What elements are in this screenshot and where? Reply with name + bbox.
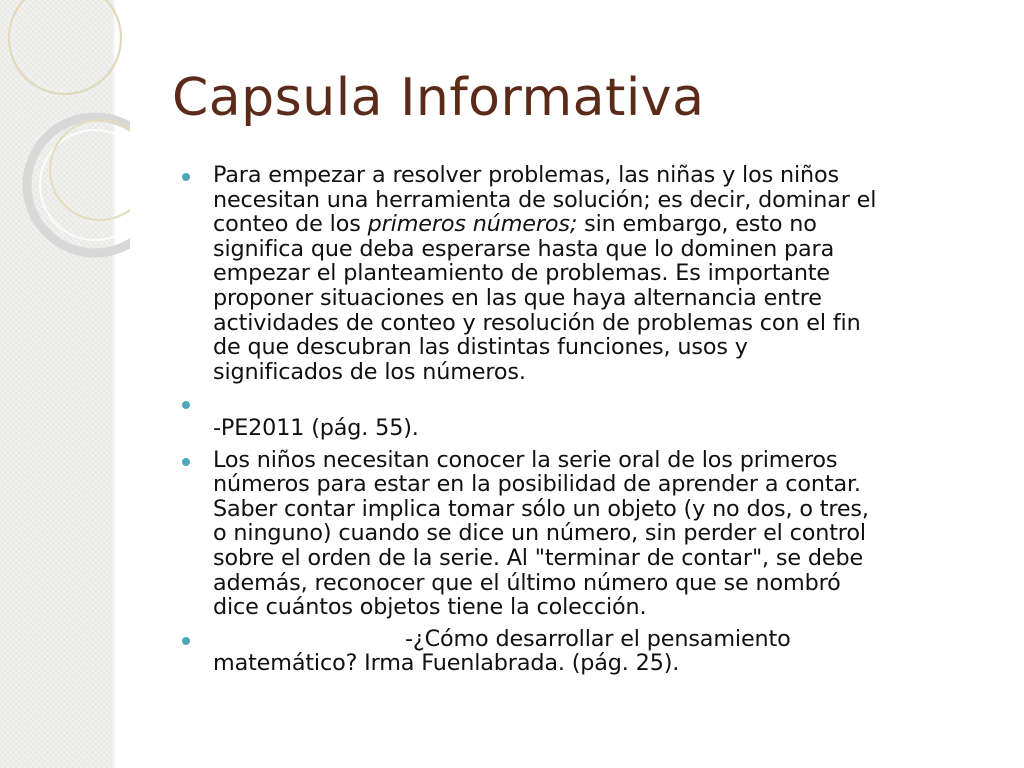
text-line xyxy=(213,212,998,237)
emphasis-text: primeros números; xyxy=(367,211,578,238)
bullet-dot-icon xyxy=(182,637,190,645)
ornament-ring-bottom xyxy=(27,117,130,253)
text-line: significados de los números. xyxy=(213,358,526,385)
text-segment: sin embargo, esto no xyxy=(577,211,817,238)
text-segment: conteo de los xyxy=(213,211,368,238)
text-line: dice cuántos objetos tiene la colección. xyxy=(213,594,647,621)
text-line: o ninguno) cuando se dice un número, sin perder el control xyxy=(213,520,866,547)
bullet-item-1 xyxy=(178,163,998,384)
text-line: empezar el planteamiento de problemas. Es importante xyxy=(213,260,830,287)
ornament-ring-inner-highlight xyxy=(40,130,130,240)
text-line: matemático? Irma Fuenlabrada. (pág. 25). xyxy=(213,650,680,677)
bullet-dot-icon xyxy=(182,458,190,466)
text-line: números para estar en la posibilidad de aprender a contar. xyxy=(213,471,861,498)
bullet-4-text xyxy=(213,627,998,676)
bullet-item-4 xyxy=(178,627,998,676)
text-line: Para empezar a resolver problemas, las niñas y los niños xyxy=(213,162,839,188)
text-line: Saber contar implica tomar sólo un objeto (y no dos, o tres, xyxy=(213,495,869,522)
text-line: de que descubran las distintas funciones, usos y xyxy=(213,334,748,361)
text-line: sobre el orden de la serie. Al "terminar de contar", se debe xyxy=(213,544,864,571)
bullet-dot-icon xyxy=(182,401,190,409)
ornament-ring-top xyxy=(9,0,121,94)
text-line: Los niños necesitan conocer la serie oral de los primeros xyxy=(213,446,838,473)
bullet-1-text xyxy=(213,163,998,384)
text-line: además, reconocer que el último número que se nombró xyxy=(213,569,841,596)
text-line: proponer situaciones en las que haya alternancia entre xyxy=(213,284,822,311)
bullet-list xyxy=(178,163,998,683)
bullet-item-2 xyxy=(178,391,998,440)
slide-title: Capsula Informativa xyxy=(172,68,705,128)
bullet-item-3 xyxy=(178,448,998,620)
text-segment: -¿Cómo desarrollar el pensamiento xyxy=(405,625,791,652)
text-line: necesitan una herramienta de solución; es decir, dominar el xyxy=(213,186,877,213)
text-line: -PE2011 (pág. 55). xyxy=(213,414,419,441)
decorative-circles-ornament xyxy=(0,0,130,260)
bullet-2-text xyxy=(213,391,998,440)
bullet-3-text xyxy=(213,448,998,620)
bullet-dot-icon xyxy=(182,173,190,181)
blank-line xyxy=(213,391,998,416)
text-line: significa que deba esperarse hasta que lo dominen para xyxy=(213,235,835,262)
text-line: actividades de conteo y resolución de problemas con el fin xyxy=(213,309,861,336)
text-line xyxy=(213,627,998,652)
